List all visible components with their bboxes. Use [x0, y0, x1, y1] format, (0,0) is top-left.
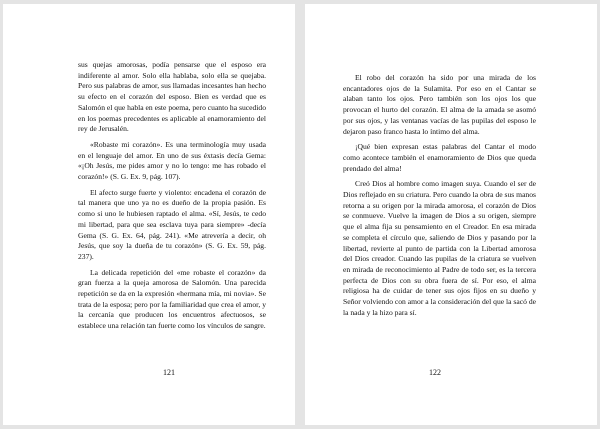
left-page: [3, 4, 295, 425]
right-page-text: [343, 73, 536, 323]
paragraph: Creó Dios al hombre como imagen suya. Cuando el ser de Dios reflejado en su criatura. Pero cuando la obra de sus manos retorna a su origen por la mirada amorosa, el corazón de Dios se conmueve. Vuelve la imagen de Dios a su origen, siempre que el alma fija su pensamiento en el Creador. En esa mirada se completa el círculo que, saliendo de Dios y pasando por la libertad, revierte al punto de partida con la Libertad amorosa del Dios creador. Cuando las pupilas de la criatura se vuelven en mirada de reconocimiento al Padre de todo ser, es la tercera perfecta de Dios con su obra fuera de sí. Por eso, el alma religiosa ha de cuidar de tener sus ojos fijos en su dueño y Señor volviendo con amor a la consideración del que la sacó de la nada y la hizo para sí.: [343, 179, 536, 317]
paragraph: ¡Qué bien expresan estas palabras del Cantar el modo como acontece también el enamoramiento de Dios que queda prendado del alma!: [343, 142, 536, 173]
paragraph: «Robaste mi corazón». Es una terminología muy usada en el lenguaje del amor. En uno de sus éxtasis decía Gema: «¡Oh Jesús, me pides amor y no lo tengo: me has robado el corazón!» (S. G. Ex. 9, pág. 107).: [78, 139, 266, 182]
right-page: [305, 4, 597, 425]
paragraph: sus quejas amorosas, podía pensarse que el esposo era indiferente al amor. Solo ella hablaba, solo ella se quejaba. Pero sus palabras de amor, sus llamadas incesantes han hecho su efecto en el corazón del esposo. Bien es verdad que es Salomón el que habla en este poema, pero cuanto ha sucedido en los poemas precedentes es aplicable al enamoramiento del rey de Jerusalén.: [78, 60, 266, 134]
page-number: 121: [163, 368, 175, 377]
paragraph: El robo del corazón ha sido por una mirada de los encantadores ojos de la Sulamita. Por eso en el Cantar se alaban tanto los ojos. Pero también son los ojos los que provocan el hurto del corazón. El alma de la amada se asomó por sus ojos, y las ventanas vacías de las pupilas del esposo le dejaron paso franco hasta lo íntimo del alma.: [343, 73, 536, 136]
left-page-text: [78, 60, 266, 337]
paragraph: La delicada repetición del «me robaste el corazón» da gran fuerza a la queja amorosa de Salomón. Una parecida repetición se da en la expresión «hermana mía, mi novia». Se trata de la esposa; pero por la familiaridad que crea el amor, y la cercanía que producen los encuentros afectuosos, se establece una relación tan fuerte como los vínculos de sangre.: [78, 267, 266, 331]
page-number: 122: [429, 368, 441, 377]
paragraph: El afecto surge fuerte y violento: encadena el corazón de tal manera que uno ya no es dueño de la propia pasión. Es como si uno le hubiesen raptado el alma. «Sí, Jesús, te cedo mi libertad, para que sea esclava tuya para siempre» -decía Gema (S. G. Ex. 64, pág. 241). «Me atrevería a decir, oh Jesús, que soy la dueña de tu corazón» (S. G. Ex. 59, pág. 237).: [78, 187, 266, 261]
